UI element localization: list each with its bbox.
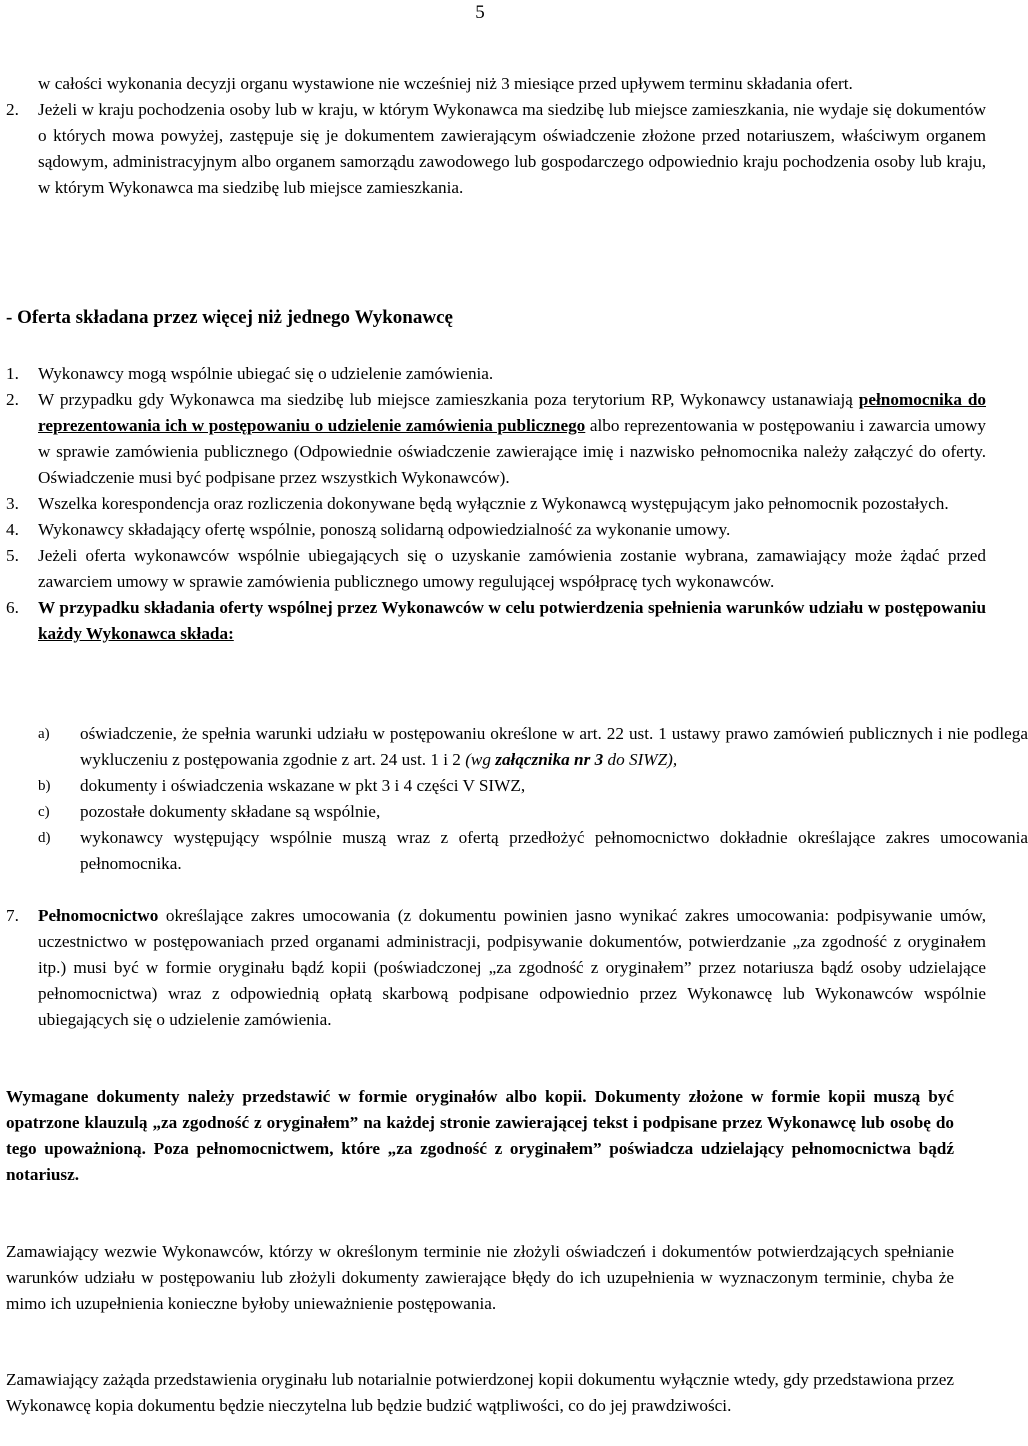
sub-list-item xyxy=(38,721,1028,773)
item-text-part: określające zakres umocowania (z dokumentu powinien jasno wynikać zakres umocowania: podpisywanie umów, uczestnictwo w postępowaniach przed organami administracji, podpisywanie dokumentów, potwierdzanie „za zgodność z oryginałem itp.) musi być w formie oryginału bądź kopii (poświadczonej „za zgodność z oryginałem” przez notariusza bądź osoby udzielające pełnomocnictwa) wraz z odpowiednią opłatą skarbową podpisane odpowiednio przez Wykonawcę lub Wykonawców wspólnie ubiegających się o udzielenie zamówienia. xyxy=(38,906,986,1029)
page-number: 5 xyxy=(475,2,485,23)
sub-item-text: wykonawcy występujący wspólnie muszą wraz z ofertą przedłożyć pełnomocnictwo dokładnie określające zakres umocowania pełnomocnika. xyxy=(80,828,1028,873)
item-number: 2. xyxy=(6,390,19,409)
sub-list-item xyxy=(38,773,1028,799)
item-text: Jeżeli oferta wykonawców wspólnie ubiegających się o uzyskanie zamówienia zostanie wybrana, zamawiający może żądać przed zawarciem umowy w sprawie zamówienia publicznego umowy regulującej współpracę tych wykonawców. xyxy=(38,546,986,591)
sub-item-letter: b) xyxy=(38,778,51,794)
sub-item-letter: d) xyxy=(38,830,51,846)
list-item xyxy=(6,491,986,517)
sub-item-text: pozostałe dokumenty składane są wspólnie, xyxy=(80,802,381,821)
list-item xyxy=(6,595,986,647)
list-item xyxy=(6,387,986,491)
sub-list-item xyxy=(38,799,1028,825)
sub-item-text-part: oświadczenie, że spełnia warunki udziału w postępowaniu określone w art. 22 ust. 1 ustawy prawo zamówień publicznych i nie podlega wykluczeniu z postępowania zgodnie z art. 24 ust. 1 i 2 xyxy=(80,724,1028,769)
intro-block xyxy=(6,71,986,201)
sub-item-text-emphasis: załącznika nr 3 xyxy=(495,750,604,769)
sub-list xyxy=(6,721,1028,877)
item-text-part: W przypadku składania oferty wspólnej przez Wykonawców w celu potwierdzenia spełnienia warunków udziału w postępowaniu xyxy=(38,598,986,617)
bold-paragraph: Wymagane dokumenty należy przedstawić w formie oryginałów albo kopii. Dokumenty złożone w formie kopii muszą być opatrzone klauzulą „za zgodność z oryginałem” na każdej stronie zawierającej tekst i podpisane przez Wykonawcę lub osobę do tego upoważnioną. Poza pełnomocnictwem, które „za zgodność z oryginałem” poświadcza udzielający pełnomocnictwa bądź notariusz. xyxy=(6,1087,954,1184)
item-text-emphasis: Pełnomocnictwo xyxy=(38,906,159,925)
paragraph-originals: Zamawiający zażąda przedstawienia oryginału lub notarialnie potwierdzonej kopii dokumentu wyłącznie wtedy, gdy przedstawiona przez Wykonawcę kopia dokumentu będzie nieczytelna lub będzie budzić wątpliwości, co do jej prawdziwości. xyxy=(6,1370,954,1415)
sub-item-text-italic: do SIWZ), xyxy=(603,750,678,769)
numbered-list-continued xyxy=(6,903,986,1033)
item-text-part: albo reprezentowania w postępowaniu i zawarcia umowy w sprawie zamówienia publicznego (Odpowiednie oświadczenie zawierające imię i nazwisko pełnomocnika należy załączyć do oferty. Oświadczenie musi być podpisane przez wszystkich Wykonawców). xyxy=(38,416,986,487)
intro-paragraph-1: w całości wykonania decyzji organu wystawione nie wcześniej niż 3 miesiące przed upływem terminu składania ofert. xyxy=(38,74,853,93)
item-text xyxy=(38,903,986,1033)
list-item xyxy=(6,361,986,387)
item-number: 6. xyxy=(6,598,19,617)
sub-item-text xyxy=(80,721,1028,773)
item-text: Wszelka korespondencja oraz rozliczenia dokonywane będą wyłącznie z Wykonawcą występującym jako pełnomocnik pozostałych. xyxy=(38,494,949,513)
paragraph-supplement: Zamawiający wezwie Wykonawców, którzy w określonym terminie nie złożyli oświadczeń i dokumentów potwierdzających spełnianie warunków udziału w postępowaniu lub złożyli dokumenty zawierające błędy do ich uzupełnienia w wyznaczonym terminie, chyba że mimo ich uzupełnienia konieczne byłoby unieważnienie postępowania. xyxy=(6,1242,954,1313)
item-text-emphasis: pełnomocnika do reprezentowania ich w postępowaniu o udzielenie zamówienia publicznego xyxy=(38,390,986,435)
sub-item-letter: a) xyxy=(38,726,50,742)
sub-item-letter: c) xyxy=(38,804,50,820)
item-number: 4. xyxy=(6,520,19,539)
item-number: 5. xyxy=(6,546,19,565)
intro-item-2 xyxy=(6,97,986,201)
item-number: 2. xyxy=(6,100,19,119)
item-number: 3. xyxy=(6,494,19,513)
sub-item-text: dokumenty i oświadczenia wskazane w pkt 3 i 4 części V SIWZ, xyxy=(80,776,526,795)
item-text-part: W przypadku gdy Wykonawca ma siedzibę lub miejsce zamieszkania poza terytorium RP, Wykonawcy ustanawiają xyxy=(38,390,859,409)
item-text: Wykonawcy mogą wspólnie ubiegać się o udzielenie zamówienia. xyxy=(38,364,494,383)
list-item xyxy=(6,517,986,543)
intro-paragraph-2: Jeżeli w kraju pochodzenia osoby lub w kraju, w którym Wykonawca ma siedzibę lub miejsce zamieszkania, nie wydaje się dokumentów o których mowa powyżej, zastępuje się je dokumentem zawierającym oświadczenie złożone przed notariuszem, właściwym organem sądowym, administracyjnym albo organem samorządu zawodowego lub gospodarczego odpowiednio kraju pochodzenia osoby lub kraju, w którym Wykonawca ma siedzibę lub miejsce zamieszkania. xyxy=(38,100,986,197)
sub-item-text-italic: (wg xyxy=(465,750,496,769)
numbered-list xyxy=(6,361,986,647)
item-text xyxy=(38,595,986,647)
list-item xyxy=(6,903,986,1033)
section-heading: - Oferta składana przez więcej niż jednego Wykonawcę xyxy=(6,307,453,328)
sub-list-item xyxy=(38,825,1028,877)
item-number: 7. xyxy=(6,906,19,925)
item-text-emphasis: każdy Wykonawca składa: xyxy=(38,624,234,643)
item-number: 1. xyxy=(6,364,19,383)
list-item xyxy=(6,543,986,595)
item-text: Wykonawcy składający ofertę wspólnie, ponoszą solidarną odpowiedzialność za wykonanie umowy. xyxy=(38,520,731,539)
item-text xyxy=(38,387,986,491)
